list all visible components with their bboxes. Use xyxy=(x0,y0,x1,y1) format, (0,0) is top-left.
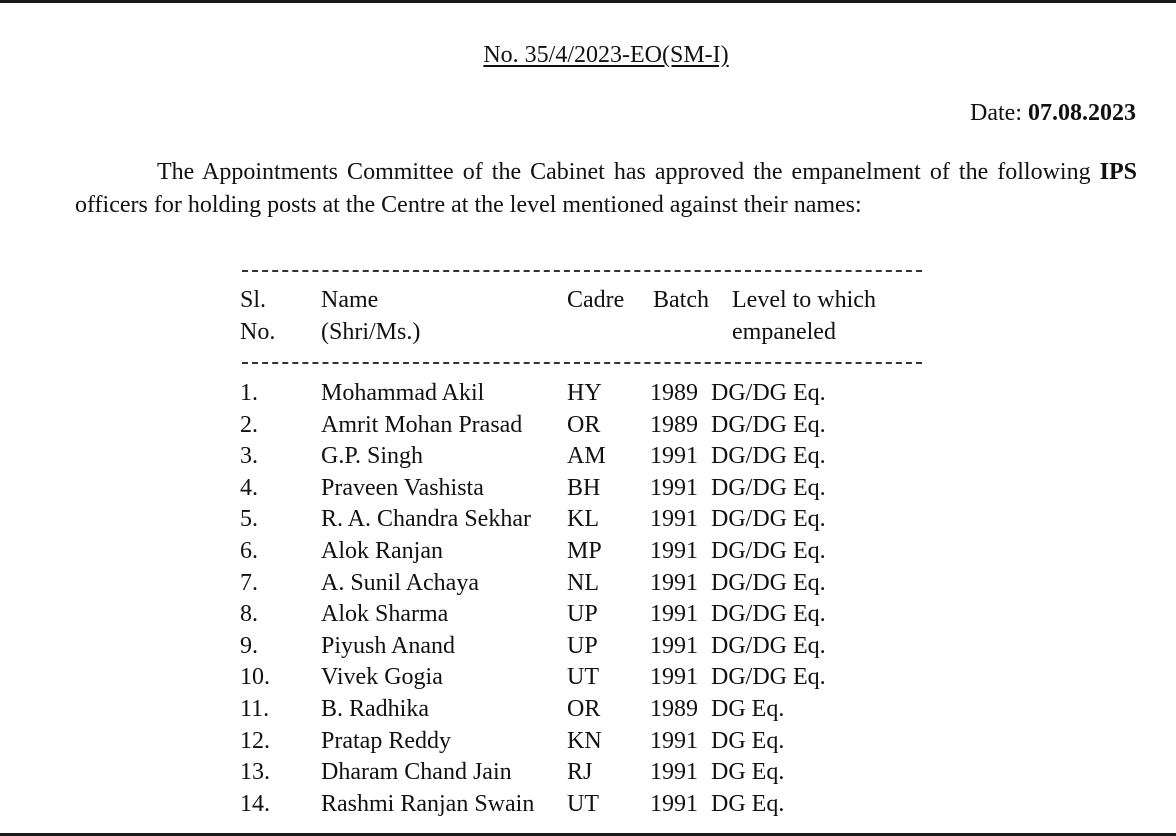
row-level: DG Eq. xyxy=(711,695,785,722)
date-label: Date: xyxy=(970,100,1022,126)
row-sl: 6. xyxy=(240,537,258,564)
row-sl: 9. xyxy=(240,632,258,659)
row-cadre: AM xyxy=(567,443,606,470)
row-cadre: UT xyxy=(567,664,599,691)
table-header-dashed-rule xyxy=(242,362,922,364)
header-batch: Batch xyxy=(653,287,709,313)
row-batch: 1991 xyxy=(650,727,698,754)
header-level-line2: empaneled xyxy=(732,319,836,345)
row-cadre: MP xyxy=(567,537,602,564)
row-name: Mohammad Akil xyxy=(321,380,485,406)
row-sl: 10. xyxy=(240,664,270,691)
table-row xyxy=(0,599,1176,631)
intro-text-bold: IPS xyxy=(1099,159,1137,185)
header-name-line2: (Shri/Ms.) xyxy=(321,319,421,345)
row-batch: 1991 xyxy=(650,569,698,596)
row-name: Praveen Vashista xyxy=(321,474,484,501)
row-cadre: NL xyxy=(567,569,599,596)
row-name: Alok Sharma xyxy=(321,601,449,628)
date-value: 07.08.2023 xyxy=(1028,100,1136,126)
row-level: DG/DG Eq. xyxy=(711,569,826,596)
table-row xyxy=(0,631,1176,663)
row-name: R. A. Chandra Sekhar xyxy=(321,506,531,533)
row-name: B. Radhika xyxy=(321,695,429,722)
row-level: DG/DG Eq. xyxy=(711,632,826,659)
row-cadre: OR xyxy=(567,411,601,438)
row-level: DG/DG Eq. xyxy=(711,380,826,406)
row-sl: 1. xyxy=(240,380,258,406)
header-name-line1: Name xyxy=(321,287,379,313)
intro-paragraph xyxy=(75,156,1137,222)
header-level xyxy=(732,284,876,348)
intro-text-part1: The Appointments Committee of the Cabinet has approved the empanelment of the following xyxy=(157,159,1091,185)
row-cadre: HY xyxy=(567,380,602,406)
row-batch: 1991 xyxy=(650,443,698,470)
row-batch: 1989 xyxy=(650,380,698,406)
row-name: Amrit Mohan Prasad xyxy=(321,411,523,438)
row-level: DG Eq. xyxy=(711,790,785,817)
row-sl: 5. xyxy=(240,506,258,533)
row-name: G.P. Singh xyxy=(321,443,424,470)
row-batch: 1991 xyxy=(650,474,698,501)
row-sl: 12. xyxy=(240,727,270,754)
row-level: DG/DG Eq. xyxy=(711,474,826,501)
header-sl-line1: Sl. xyxy=(240,287,267,313)
row-batch: 1991 xyxy=(650,506,698,533)
header-name xyxy=(321,284,420,348)
row-cadre: UP xyxy=(567,632,598,659)
table-row xyxy=(0,662,1176,694)
row-batch: 1991 xyxy=(650,537,698,564)
row-level: DG/DG Eq. xyxy=(711,506,826,533)
row-name: Alok Ranjan xyxy=(321,537,443,564)
row-batch: 1991 xyxy=(650,759,698,786)
table-row xyxy=(0,757,1176,789)
table-row xyxy=(0,378,1176,410)
table-row xyxy=(0,441,1176,473)
row-level: DG/DG Eq. xyxy=(711,443,826,470)
row-level: DG/DG Eq. xyxy=(711,537,826,564)
intro-text-part2: officers for holding posts at the Centre at the level mentioned against their names: xyxy=(75,192,862,218)
row-cadre: KL xyxy=(567,506,599,533)
row-name: Dharam Chand Jain xyxy=(321,759,512,786)
row-cadre: RJ xyxy=(567,759,593,786)
row-batch: 1991 xyxy=(650,632,698,659)
row-sl: 8. xyxy=(240,601,258,628)
table-row xyxy=(0,694,1176,726)
row-name: Piyush Anand xyxy=(321,632,456,659)
row-name: Vivek Gogia xyxy=(321,664,443,691)
row-level: DG/DG Eq. xyxy=(711,411,826,438)
row-level: DG/DG Eq. xyxy=(711,601,826,628)
table-row xyxy=(0,536,1176,568)
date-line xyxy=(970,100,1136,127)
top-border-rule xyxy=(0,0,1176,3)
row-name: A. Sunil Achaya xyxy=(321,569,479,596)
row-sl: 13. xyxy=(240,759,270,786)
row-cadre: BH xyxy=(567,474,601,501)
row-sl: 7. xyxy=(240,569,258,596)
row-level: DG Eq. xyxy=(711,759,785,786)
order-number: No. 35/4/2023-EO(SM-I) xyxy=(483,42,729,68)
row-cadre: OR xyxy=(567,695,601,722)
table-row xyxy=(0,473,1176,505)
row-sl: 14. xyxy=(240,790,270,817)
header-sl-line2: No. xyxy=(240,319,276,345)
row-batch: 1991 xyxy=(650,601,698,628)
row-level: DG/DG Eq. xyxy=(711,664,826,691)
header-level-line1: Level to which xyxy=(732,287,876,313)
row-name: Rashmi Ranjan Swain xyxy=(321,790,535,817)
row-sl: 2. xyxy=(240,411,258,438)
table-body xyxy=(0,378,1176,820)
row-batch: 1989 xyxy=(650,411,698,438)
table-top-dashed-rule xyxy=(242,270,922,272)
row-cadre: KN xyxy=(567,727,602,754)
header-cadre: Cadre xyxy=(567,287,625,313)
row-batch: 1991 xyxy=(650,664,698,691)
table-row xyxy=(0,568,1176,600)
row-batch: 1991 xyxy=(650,790,698,817)
table-row xyxy=(0,504,1176,536)
row-name: Pratap Reddy xyxy=(321,727,451,754)
table-row xyxy=(0,789,1176,821)
table-row xyxy=(0,410,1176,442)
row-batch: 1989 xyxy=(650,695,698,722)
row-sl: 4. xyxy=(240,474,258,501)
header-sl-no xyxy=(240,284,275,348)
row-sl: 3. xyxy=(240,443,258,470)
row-cadre: UT xyxy=(567,790,599,817)
row-cadre: UP xyxy=(567,601,598,628)
row-level: DG Eq. xyxy=(711,727,785,754)
table-row xyxy=(0,726,1176,758)
row-sl: 11. xyxy=(240,695,270,722)
